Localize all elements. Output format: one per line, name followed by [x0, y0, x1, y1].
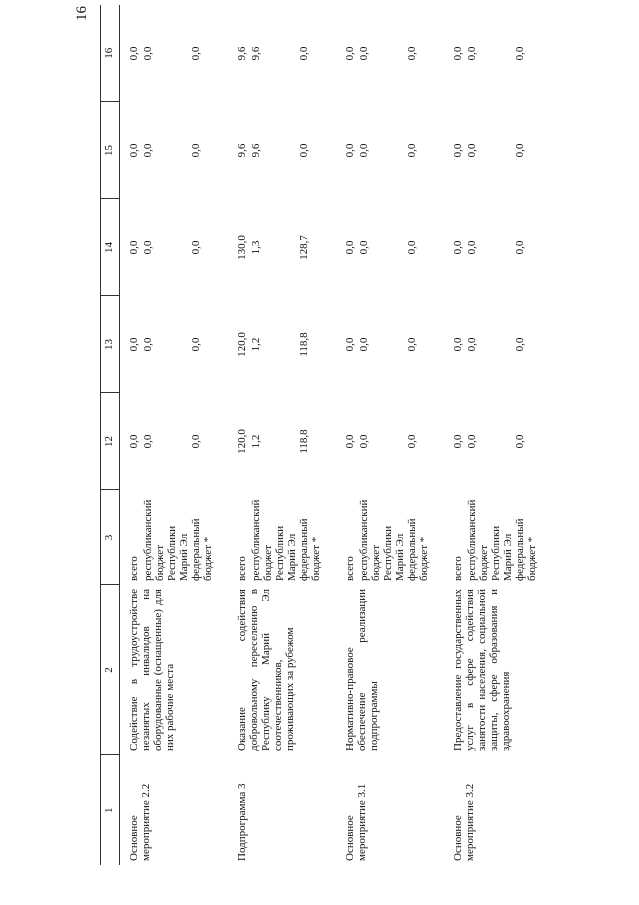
value: 0,0: [298, 46, 310, 61]
value: 9,6: [250, 143, 262, 158]
value: 1,2: [250, 434, 262, 449]
value: 0,0: [358, 337, 370, 352]
value-cell: [444, 393, 552, 490]
value: 0,0: [128, 434, 140, 449]
value: 118,8: [298, 332, 310, 357]
value-cell: [444, 102, 552, 199]
funding-sources: [336, 490, 444, 585]
value: 0,0: [190, 46, 202, 61]
value: 0,0: [344, 46, 356, 61]
value-cell: [444, 296, 552, 393]
value-cell: [228, 5, 336, 102]
funding-source: всего: [452, 556, 464, 581]
col-header: 16: [101, 5, 120, 102]
funding-source: федеральный бюджет *: [406, 518, 430, 581]
value-cell: [228, 102, 336, 199]
value: 0,0: [142, 143, 154, 158]
value: 9,6: [250, 46, 262, 61]
funding-sources: [120, 490, 229, 585]
col-header: 3: [101, 490, 120, 585]
value-cell: [228, 199, 336, 296]
value: 0,0: [466, 337, 478, 352]
value: 120,0: [236, 332, 248, 357]
table-row: [120, 5, 229, 865]
value-cell: [336, 102, 444, 199]
activity-description: Нормативно-правовое обеспечение реализации подпрограммы: [344, 589, 380, 751]
value: 0,0: [406, 434, 418, 449]
value-cell: [120, 102, 229, 199]
value: 0,0: [514, 240, 526, 255]
value: 0,0: [358, 240, 370, 255]
col-header: 2: [101, 585, 120, 755]
value: 1,2: [250, 337, 262, 352]
value-cell: [444, 199, 552, 296]
value: 130,0: [236, 235, 248, 260]
value: 0,0: [142, 434, 154, 449]
value: 0,0: [466, 46, 478, 61]
value-cell: [120, 393, 229, 490]
value-cell: [336, 5, 444, 102]
value: 0,0: [344, 337, 356, 352]
value: 0,0: [190, 434, 202, 449]
value: 9,6: [236, 143, 248, 158]
value: 120,0: [236, 429, 248, 454]
header-row: [101, 5, 120, 865]
value: 0,0: [406, 337, 418, 352]
value: 0,0: [128, 46, 140, 61]
value-cell: [228, 296, 336, 393]
col-header: 13: [101, 296, 120, 393]
value: 0,0: [406, 240, 418, 255]
activity-name: Основное мероприятие 3.1: [344, 783, 368, 861]
value-cell: [336, 296, 444, 393]
value: 0,0: [190, 240, 202, 255]
activity-name: Основное мероприятие 3.2: [452, 783, 476, 861]
value: 1,3: [250, 240, 262, 255]
activity-description: Оказание содействия добровольному переселению в Республику Марий Эл соотечественников, проживающих за рубежом: [236, 589, 296, 751]
value: 0,0: [142, 337, 154, 352]
col-header: 1: [101, 755, 120, 865]
funding-source: федеральный бюджет *: [514, 518, 538, 581]
funding-source: республиканский бюджет Республики Марий Эл: [250, 499, 298, 581]
value: 0,0: [142, 240, 154, 255]
rotated-page: [74, 5, 639, 865]
col-header: 14: [101, 199, 120, 296]
funding-source: республиканский бюджет Республики Марий Эл: [358, 499, 406, 581]
value-cell: [336, 393, 444, 490]
value-cell: [120, 296, 229, 393]
funding-source: республиканский бюджет Республики Марий Эл: [142, 499, 190, 581]
value: 128,7: [298, 235, 310, 260]
value: 0,0: [466, 434, 478, 449]
value: 0,0: [514, 143, 526, 158]
col-header: 12: [101, 393, 120, 490]
value: 0,0: [514, 337, 526, 352]
activity-description: Предоставление государственных услуг в сфере содействия занятости населения, социальной защиты, сфере образования и здравоохранения: [452, 589, 512, 751]
activity-name: Основное мероприятие 2.2: [128, 783, 152, 861]
value: 0,0: [406, 143, 418, 158]
table-row: [444, 5, 552, 865]
value: 0,0: [142, 46, 154, 61]
table-row: [336, 5, 444, 865]
value: 9,6: [236, 46, 248, 61]
value: 0,0: [452, 143, 464, 158]
value: 0,0: [452, 337, 464, 352]
funding-source: федеральный бюджет *: [190, 518, 214, 581]
value: 0,0: [128, 143, 140, 158]
value: 0,0: [514, 434, 526, 449]
value: 0,0: [452, 240, 464, 255]
value: 0,0: [344, 143, 356, 158]
value: 0,0: [358, 143, 370, 158]
value: 0,0: [452, 434, 464, 449]
value: 0,0: [128, 337, 140, 352]
value: 0,0: [406, 46, 418, 61]
funding-sources: [228, 490, 336, 585]
funding-sources: [444, 490, 552, 585]
value: 0,0: [466, 143, 478, 158]
col-header: 15: [101, 102, 120, 199]
funding-source: федеральный бюджет *: [298, 518, 322, 581]
value: 0,0: [514, 46, 526, 61]
value: 0,0: [466, 240, 478, 255]
funding-source: всего: [344, 556, 356, 581]
budget-table: [100, 5, 552, 865]
value: 0,0: [298, 143, 310, 158]
table-row: [228, 5, 336, 865]
value: 0,0: [452, 46, 464, 61]
value: 0,0: [358, 46, 370, 61]
value-cell: [336, 199, 444, 296]
funding-source: республиканский бюджет Республики Марий Эл: [466, 499, 514, 581]
value: 0,0: [344, 240, 356, 255]
value: 0,0: [358, 434, 370, 449]
value-cell: [120, 199, 229, 296]
value: 0,0: [190, 143, 202, 158]
value-cell: [228, 393, 336, 490]
value: 0,0: [128, 240, 140, 255]
value-cell: [120, 5, 229, 102]
activity-name: Подпрограмма 3: [236, 783, 248, 861]
value-cell: [444, 5, 552, 102]
activity-description: Содействие в трудоустройстве незанятых инвалидов на оборудованные (оснащенные) для них рабочие места: [128, 589, 176, 751]
value: 0,0: [190, 337, 202, 352]
value: 0,0: [344, 434, 356, 449]
page-number: 16: [74, 6, 90, 21]
funding-source: всего: [128, 556, 140, 581]
funding-source: всего: [236, 556, 248, 581]
value: 118,8: [298, 429, 310, 454]
